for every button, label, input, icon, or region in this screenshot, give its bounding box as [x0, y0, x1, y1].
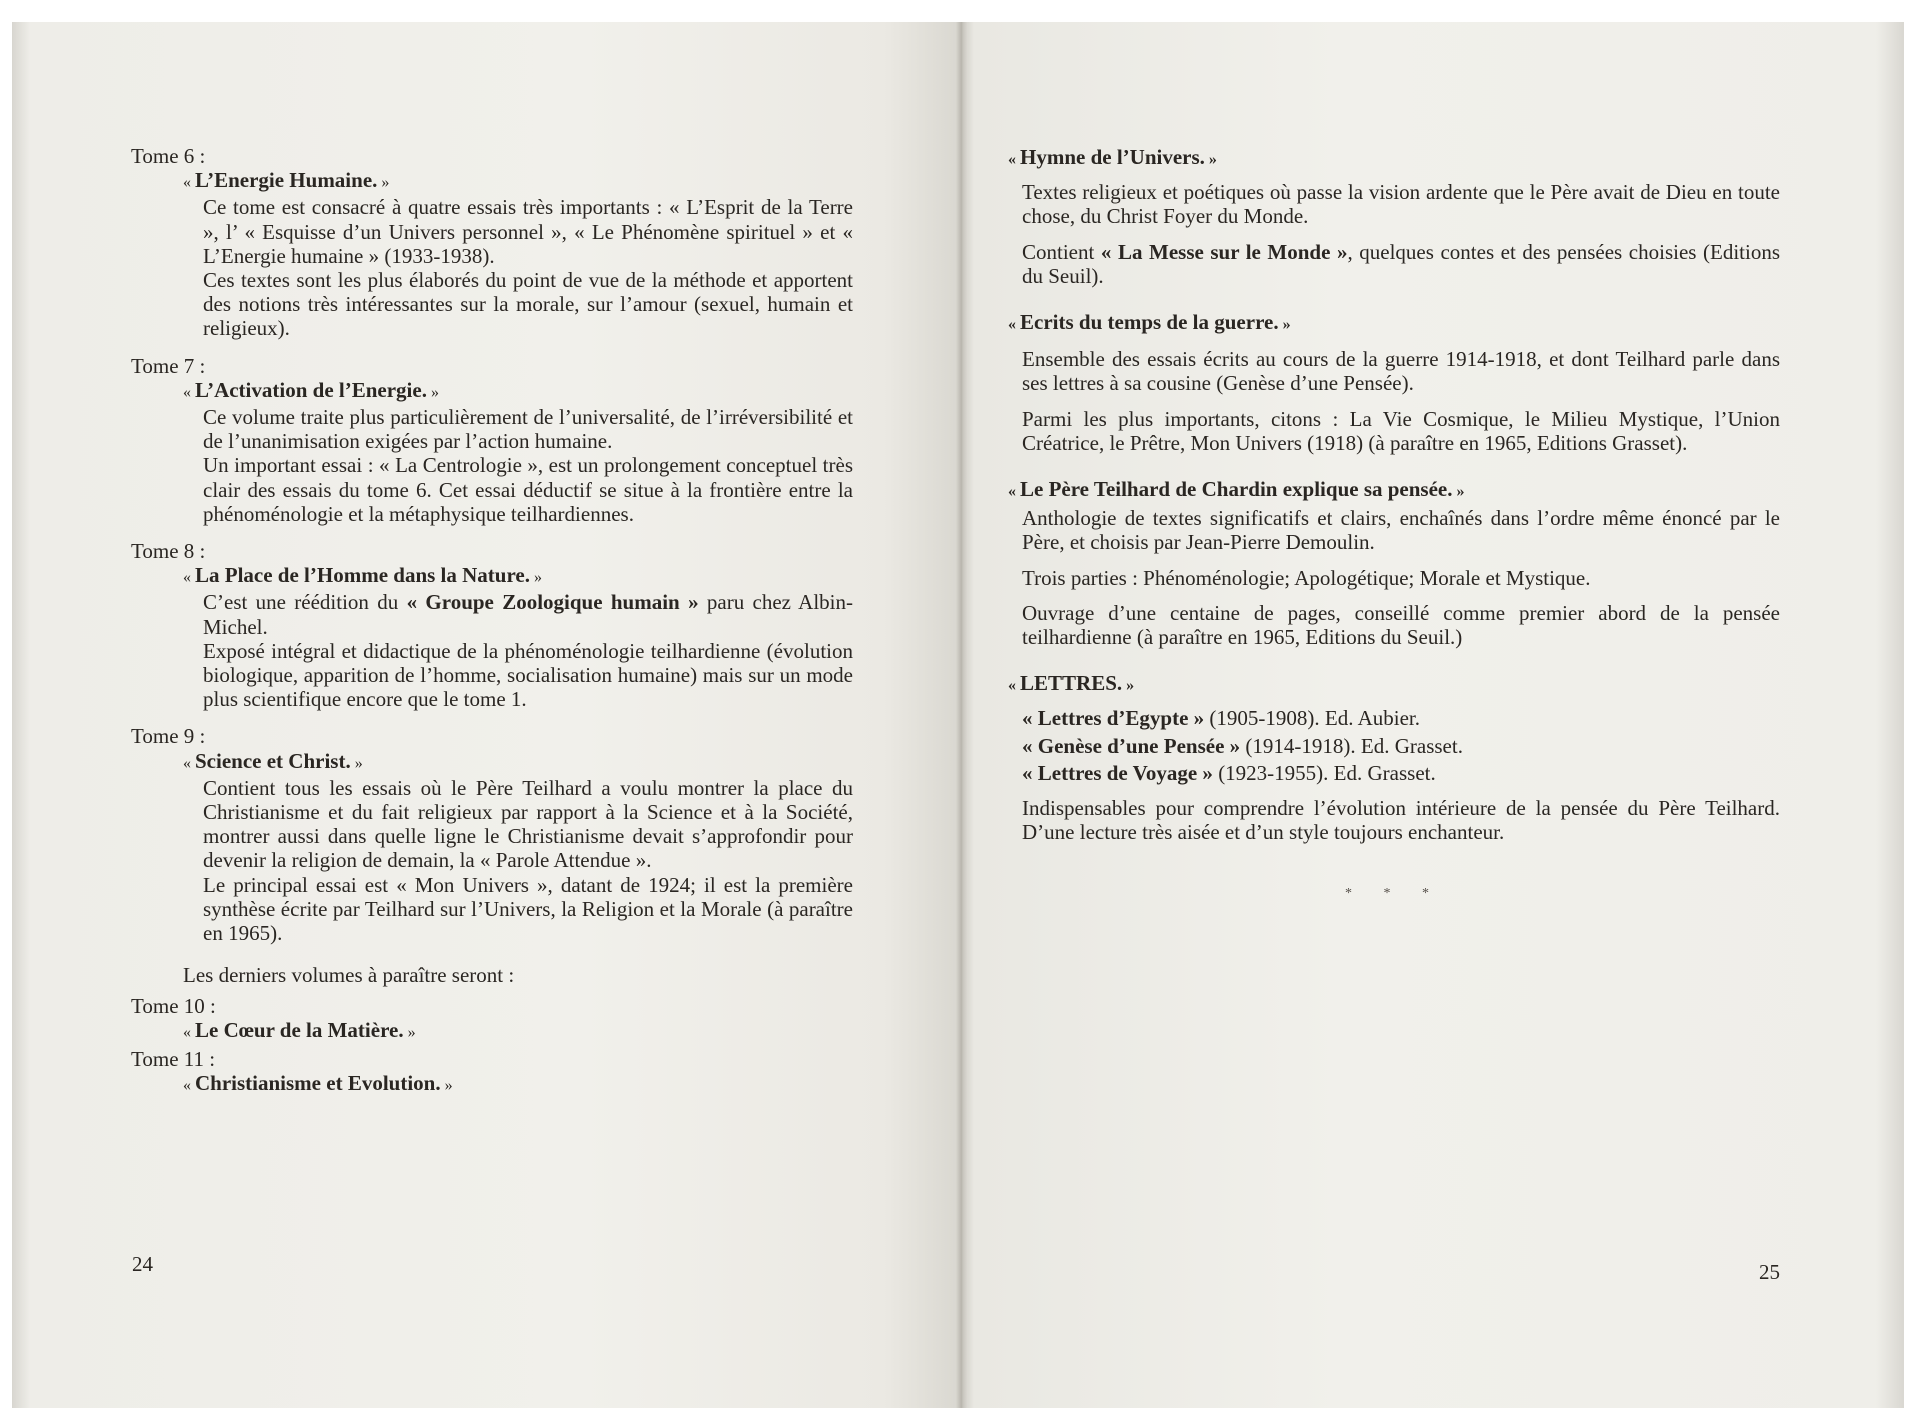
tome-description: Le principal essai est « Mon Univers », datant de 1924; il est la première synthèse écrite par Teilhard sur l’Univers, la Religion et la Morale (à paraître en 1965). [203, 872, 853, 946]
tome-7-entry [131, 354, 853, 526]
book-reference: « La Messe sur le Monde » [1100, 239, 1348, 264]
book-gutter [956, 22, 968, 1408]
tome-title: « Christianisme et Evolution. » [183, 1071, 453, 1096]
tome-label: Tome 9 : [131, 724, 206, 749]
right-column [1008, 145, 1780, 907]
book-description: Contient « La Messe sur le Monde », quelques contes et des pensées choisies (Editions du Seuil). [1022, 239, 1780, 288]
book-description: Ouvrage d’une centaine de pages, conseillé comme premier abord de la pensée teilhardienne (à paraître en 1965, Editions du Seuil.) [1022, 600, 1780, 650]
tome-title: « Science et Christ. » [183, 748, 363, 773]
book-title: « Le Père Teilhard de Chardin explique sa pensée. » [1008, 477, 1465, 502]
book-description: Indispensables pour comprendre l’évolution intérieure de la pensée du Père Teilhard. D’une lecture très aisée et d’un style toujours enchanteur. [1022, 796, 1780, 845]
letters-item: « Genèse d’une Pensée » (1914-1918). Ed. Grasset. [1022, 733, 1463, 758]
tome-label: Tome 8 : [131, 539, 206, 564]
tome-description: Un important essai : « La Centrologie », est un prolongement conceptuel très clair des essais du tome 6. Cet essai déductif se situe à la frontière entre la phénoménologie et la métaphysique teilhardiennes. [203, 453, 853, 526]
section-separator: * * * [1345, 886, 1443, 902]
tome-11-entry [131, 1047, 853, 1098]
tome-label: Tome 10 : [131, 993, 216, 1018]
letters-item: « Lettres d’Egypte » (1905-1908). Ed. Aubier. [1022, 706, 1420, 731]
tome-description: Ce tome est consacré à quatre essais très importants : « L’Esprit de la Terre », l’ « Esquisse d’un Univers personnel », « Le Phénomène spirituel » et « L’Energie humaine » (1933-1938). [203, 195, 853, 268]
left-column [131, 144, 853, 1098]
tome-9-entry [131, 724, 853, 945]
tome-label: Tome 7 : [131, 353, 206, 378]
book-title: « Ecrits du temps de la guerre. » [1008, 310, 1291, 335]
book-title: « LETTRES. » [1008, 671, 1135, 696]
tome-description: Contient tous les essais où le Père Teilhard a voulu montrer la place du Christianisme et du fait religieux par rapport à la Science et à la Société, montrer aussi dans quelle ligne le Christianisme devait s’approfondir pour devenir la religion de demain, la « Parole Attendue ». [203, 775, 853, 873]
tome-8-entry [131, 539, 853, 711]
page-number: 24 [132, 1252, 153, 1276]
page-number: 25 [1759, 1260, 1780, 1284]
tome-description: Ce volume traite plus particulièrement de l’universalité, de l’irréversibilité et de l’unanimisation exigées par l’action humaine. [203, 405, 853, 454]
tome-title: « Le Cœur de la Matière. » [183, 1017, 416, 1042]
tome-label: Tome 11 : [131, 1046, 216, 1071]
book-description: Trois parties : Phénoménologie; Apologétique; Morale et Mystique. [1022, 565, 1591, 590]
upcoming-volumes-intro: Les derniers volumes à paraître seront : [183, 963, 515, 988]
tome-10-entry [131, 994, 853, 1045]
hymne-entry [1008, 145, 1780, 288]
tome-label: Tome 6 : [131, 144, 206, 168]
book-description: Ensemble des essais écrits au cours de la guerre 1914-1918, et dont Teilhard parle dans ses lettres à sa cousine (Genèse d’une Pensée). [1022, 347, 1780, 396]
tome-title: « L’Activation de l’Energie. » [183, 377, 439, 402]
book-reference: « Groupe Zoologique humain » [406, 590, 699, 615]
tome-description: C’est une réédition du « Groupe Zoologique humain » paru chez Albin-Michel. [203, 590, 853, 639]
book-description: Anthologie de textes significatifs et clairs, enchaînés dans l’ordre même énoncé par le Père, et choisis par Jean-Pierre Demoulin. [1022, 506, 1780, 555]
book-description: Parmi les plus importants, citons : La Vie Cosmique, le Milieu Mystique, l’Union Créatrice, le Prêtre, Mon Univers (1918) (à paraître en 1965, Editions Grasset). [1022, 406, 1780, 455]
book-title: « Hymne de l’Univers. » [1008, 145, 1217, 169]
tome-6-entry [131, 144, 853, 341]
tome-title: « La Place de l’Homme dans la Nature. » [183, 563, 542, 588]
pere-entry [1008, 477, 1780, 649]
ecrits-entry [1008, 310, 1780, 455]
lettres-entry [1008, 671, 1780, 844]
tome-description: Ces textes sont les plus élaborés du point de vue de la méthode et apportent des notions très intéressantes sur la morale, sur l’amour (sexuel, humain et religieux). [203, 268, 853, 341]
tome-title: « L’Energie Humaine. » [183, 168, 390, 193]
tome-description: Exposé intégral et didactique de la phénoménologie teilhardienne (évolution biologique, apparition de l’homme, socialisation humaine) mais sur un mode plus scientifique encore que le tome 1. [203, 638, 853, 712]
letters-item: « Lettres de Voyage » (1923-1955). Ed. Grasset. [1022, 760, 1436, 785]
book-description: Textes religieux et poétiques où passe la vision ardente que le Père avait de Dieu en toute chose, du Christ Foyer du Monde. [1022, 180, 1780, 229]
